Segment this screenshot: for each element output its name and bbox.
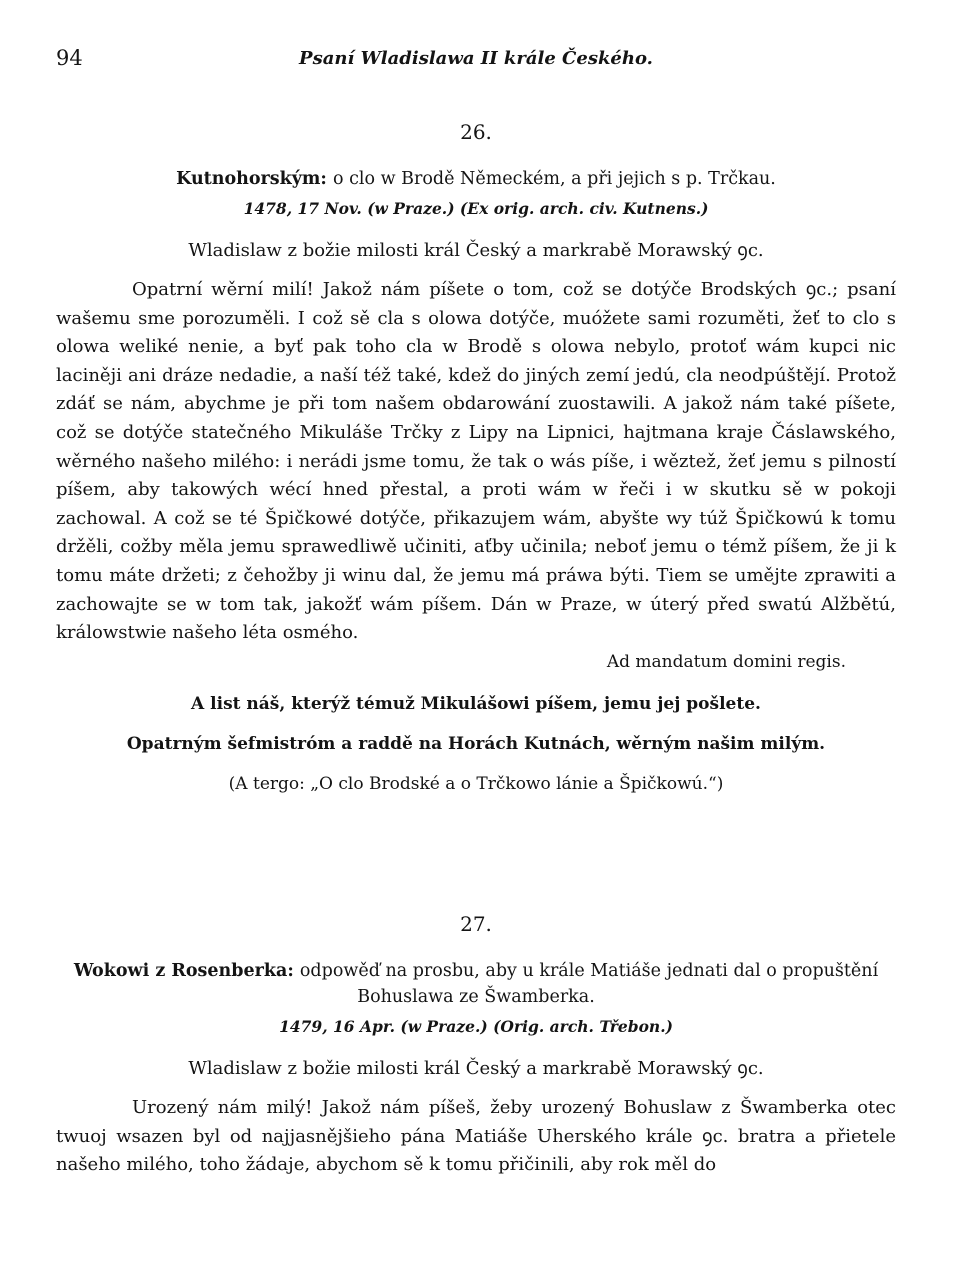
document-summary	[56, 166, 896, 192]
book-page	[56, 0, 896, 1280]
document-body: Opatrní wěrní milí! Jakož nám píšete o tom, což se dotýče Brodských ꝯc.; psaní wašemu sme porozuměli. I což sě cla s olowa dotýče, muóžete sami rozuměti, žeť to clo s olowa weliké nenie, a byť pak toho cla w Brodě s olowa nebylo, protoť wám kupci nic laciněji ani dráze nedadie, a naší též také, kdež do jiných zemí jedú, cla neodpúštějí. Protož zdáť se nám, abychme je při tom našem obdarowání zuostawili. A jakož nám také píšete, což se dotýče statečného Mikuláše Trčky z Lipy na Lipnici, hajtmana kraje Čáslawského, wěrného našeho milého: i nerádi jsme tomu, že tak o wás píše, i wěztež, žeť jemu s pilností píšem, aby takowých wécí hned přestal, a proti wám w řeči i w skutku sě w pokoji zachowal. A což se té Špičkowé dotýče, přikazujem wám, abyšte wy túž Špičkowú k tomu držěli, cožby měla jemu sprawedliwě učiniti, aťby učinila; neboť jemu o témž píšem, že ji k tomu máte držeti; z čehožby ji winu dal, že jemu má práwa býti. Tiem se umějte zprawiti a zachowajte se w tom tak, jakožť wám píšem. Dán w Praze, w úterý před swatú Alžbětú, králowstwie našeho léta osmého.	[56, 279, 896, 644]
document-subscriptio: Ad mandatum domini regis.	[606, 651, 846, 672]
document-number: 26.	[460, 120, 492, 144]
document-date-line: 1478, 17 Nov. (w Praze.) (Ex orig. arch. civ. Kutnens.)	[243, 199, 709, 218]
running-head-title: Psaní Wladislawa II krále Českého.	[299, 48, 653, 69]
document-intitulatio: Wladislaw z božie milosti král Český a markrabě Morawský ꝯc.	[188, 1058, 764, 1079]
document-address: Opatrným šefmistróm a raddě na Horách Kutnách, wěrným našim milým.	[126, 733, 826, 754]
summary-text: o clo w Brodě Německém, a při jejich s p. Trčkau.	[333, 169, 776, 189]
document-date-line: 1479, 16 Apr. (w Praze.) (Orig. arch. Třebon.)	[279, 1017, 673, 1036]
summary-text: odpowěď na prosbu, aby u krále Matiáše jednati dal o propuštění Bohuslawa ze Šwamberka.	[299, 961, 879, 1007]
running-head	[56, 46, 896, 74]
document-body: Urozený nám milý! Jakož nám píšeš, žeby urozený Bohuslaw z Šwamberka otec twuoj wsazen byl od najjasnějšieho pána Matiáše Uherského krále ꝯc. bratra a přietele našeho milého, toho žádaje, abychom sě k tomu přičinili, aby rok měl do	[56, 1097, 896, 1176]
document-number: 27.	[460, 912, 492, 936]
document-a-tergo: (A tergo: „O clo Brodské a o Trčkowo lánie a Špičkowú.“)	[228, 773, 724, 794]
summary-addressee: Wokowi z Rosenberka:	[73, 961, 294, 981]
page-number: 94	[56, 46, 83, 70]
document-intitulatio: Wladislaw z božie milosti král Český a markrabě Morawský ꝯc.	[188, 240, 764, 261]
summary-addressee: Kutnohorským:	[176, 169, 327, 189]
document-note: A list náš, kterýž témuž Mikulášowi píšem, jemu jej pošlete.	[191, 693, 761, 714]
document-summary	[56, 958, 896, 1010]
document-27	[56, 912, 896, 1180]
document-26	[56, 120, 896, 794]
